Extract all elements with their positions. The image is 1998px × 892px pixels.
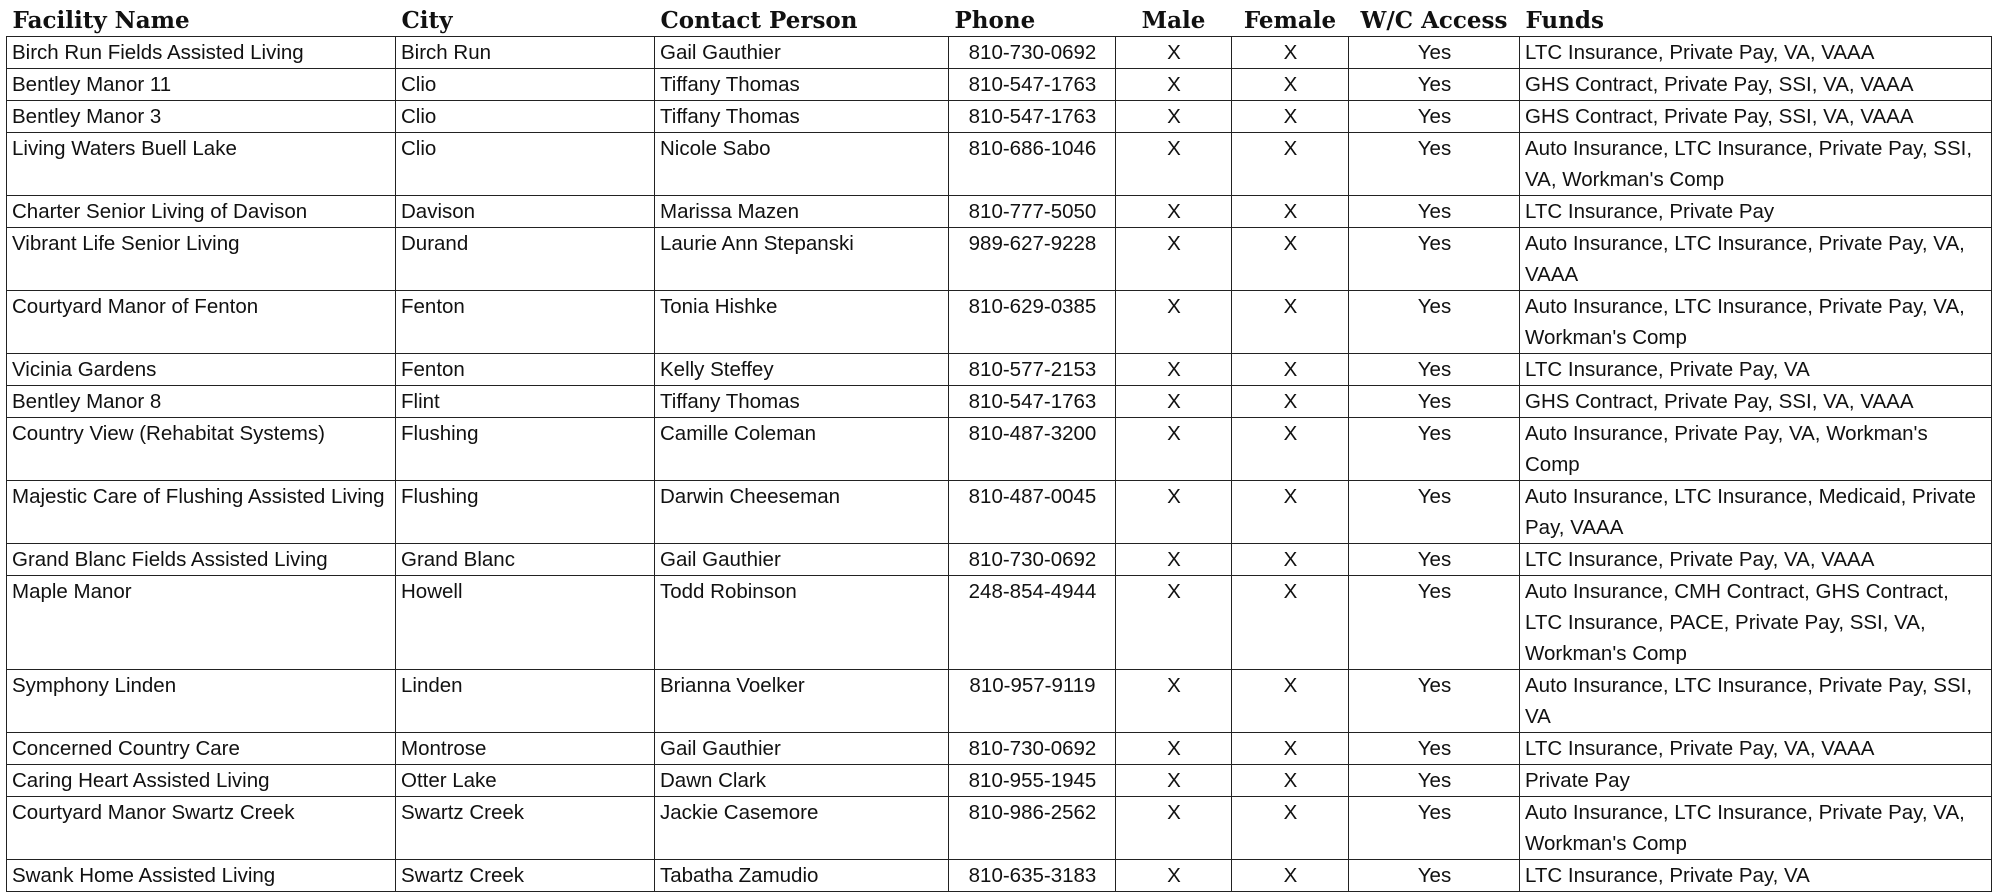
facility-name-cell: Living Waters Buell Lake — [7, 133, 396, 196]
header-male: Male — [1116, 0, 1232, 37]
table-row — [7, 37, 1992, 69]
phone-cell: 248-854-4944 — [949, 576, 1116, 670]
header-phone: Phone — [949, 0, 1116, 37]
city-cell: Flushing — [396, 418, 655, 481]
male-cell: X — [1116, 133, 1232, 196]
female-cell: X — [1232, 101, 1349, 133]
city-cell: Swartz Creek — [396, 797, 655, 860]
funds-cell: LTC Insurance, Private Pay, VA, VAAA — [1520, 544, 1992, 576]
male-cell: X — [1116, 481, 1232, 544]
facility-name-cell: Grand Blanc Fields Assisted Living — [7, 544, 396, 576]
male-cell: X — [1116, 544, 1232, 576]
funds-cell: Auto Insurance, LTC Insurance, Private Pay, VA, Workman's Comp — [1520, 291, 1992, 354]
wc-access-cell: Yes — [1349, 797, 1520, 860]
funds-cell: GHS Contract, Private Pay, SSI, VA, VAAA — [1520, 69, 1992, 101]
female-cell: X — [1232, 133, 1349, 196]
phone-cell: 810-629-0385 — [949, 291, 1116, 354]
contact-person-cell: Brianna Voelker — [655, 670, 949, 733]
female-cell: X — [1232, 228, 1349, 291]
wc-access-cell: Yes — [1349, 354, 1520, 386]
male-cell: X — [1116, 69, 1232, 101]
contact-person-cell: Tabatha Zamudio — [655, 860, 949, 892]
table-row — [7, 101, 1992, 133]
phone-cell: 810-635-3183 — [949, 860, 1116, 892]
city-cell: Fenton — [396, 291, 655, 354]
phone-cell: 810-547-1763 — [949, 69, 1116, 101]
male-cell: X — [1116, 733, 1232, 765]
contact-person-cell: Gail Gauthier — [655, 733, 949, 765]
female-cell: X — [1232, 544, 1349, 576]
female-cell: X — [1232, 291, 1349, 354]
female-cell: X — [1232, 69, 1349, 101]
phone-cell: 810-730-0692 — [949, 733, 1116, 765]
female-cell: X — [1232, 860, 1349, 892]
contact-person-cell: Gail Gauthier — [655, 37, 949, 69]
wc-access-cell: Yes — [1349, 481, 1520, 544]
wc-access-cell: Yes — [1349, 544, 1520, 576]
facility-name-cell: Caring Heart Assisted Living — [7, 765, 396, 797]
facility-name-cell: Swank Home Assisted Living — [7, 860, 396, 892]
phone-cell: 810-547-1763 — [949, 386, 1116, 418]
funds-cell: Auto Insurance, CMH Contract, GHS Contract, LTC Insurance, PACE, Private Pay, SSI, VA, Workman's Comp — [1520, 576, 1992, 670]
phone-cell: 810-686-1046 — [949, 133, 1116, 196]
funds-cell: GHS Contract, Private Pay, SSI, VA, VAAA — [1520, 101, 1992, 133]
male-cell: X — [1116, 797, 1232, 860]
table-row — [7, 69, 1992, 101]
table-row — [7, 386, 1992, 418]
male-cell: X — [1116, 291, 1232, 354]
funds-cell: Auto Insurance, LTC Insurance, Private Pay, SSI, VA — [1520, 670, 1992, 733]
female-cell: X — [1232, 797, 1349, 860]
table-row — [7, 576, 1992, 670]
contact-person-cell: Tiffany Thomas — [655, 386, 949, 418]
wc-access-cell: Yes — [1349, 69, 1520, 101]
table-row — [7, 291, 1992, 354]
phone-cell: 810-730-0692 — [949, 544, 1116, 576]
male-cell: X — [1116, 765, 1232, 797]
male-cell: X — [1116, 418, 1232, 481]
city-cell: Flushing — [396, 481, 655, 544]
funds-cell: LTC Insurance, Private Pay, VA — [1520, 354, 1992, 386]
city-cell: Swartz Creek — [396, 860, 655, 892]
funds-cell: Auto Insurance, LTC Insurance, Private Pay, SSI, VA, Workman's Comp — [1520, 133, 1992, 196]
wc-access-cell: Yes — [1349, 133, 1520, 196]
male-cell: X — [1116, 860, 1232, 892]
funds-cell: LTC Insurance, Private Pay — [1520, 196, 1992, 228]
table-row — [7, 733, 1992, 765]
phone-cell: 810-547-1763 — [949, 101, 1116, 133]
facility-name-cell: Vibrant Life Senior Living — [7, 228, 396, 291]
contact-person-cell: Gail Gauthier — [655, 544, 949, 576]
city-cell: Clio — [396, 69, 655, 101]
funds-cell: LTC Insurance, Private Pay, VA, VAAA — [1520, 37, 1992, 69]
table-row — [7, 860, 1992, 892]
contact-person-cell: Camille Coleman — [655, 418, 949, 481]
wc-access-cell: Yes — [1349, 228, 1520, 291]
table-row — [7, 418, 1992, 481]
facility-name-cell: Country View (Rehabitat Systems) — [7, 418, 396, 481]
table-row — [7, 544, 1992, 576]
facility-name-cell: Majestic Care of Flushing Assisted Living — [7, 481, 396, 544]
contact-person-cell: Darwin Cheeseman — [655, 481, 949, 544]
city-cell: Fenton — [396, 354, 655, 386]
city-cell: Clio — [396, 101, 655, 133]
wc-access-cell: Yes — [1349, 101, 1520, 133]
contact-person-cell: Kelly Steffey — [655, 354, 949, 386]
city-cell: Howell — [396, 576, 655, 670]
contact-person-cell: Marissa Mazen — [655, 196, 949, 228]
city-cell: Flint — [396, 386, 655, 418]
wc-access-cell: Yes — [1349, 860, 1520, 892]
funds-cell: Private Pay — [1520, 765, 1992, 797]
funds-cell: GHS Contract, Private Pay, SSI, VA, VAAA — [1520, 386, 1992, 418]
female-cell: X — [1232, 765, 1349, 797]
phone-cell: 810-957-9119 — [949, 670, 1116, 733]
table-row — [7, 196, 1992, 228]
phone-cell: 810-955-1945 — [949, 765, 1116, 797]
phone-cell: 810-487-0045 — [949, 481, 1116, 544]
contact-person-cell: Laurie Ann Stepanski — [655, 228, 949, 291]
female-cell: X — [1232, 37, 1349, 69]
header-row — [7, 0, 1992, 37]
facility-name-cell: Maple Manor — [7, 576, 396, 670]
wc-access-cell: Yes — [1349, 196, 1520, 228]
header-contact-person: Contact Person — [655, 0, 949, 37]
female-cell: X — [1232, 733, 1349, 765]
city-cell: Linden — [396, 670, 655, 733]
funds-cell: Auto Insurance, LTC Insurance, Medicaid, Private Pay, VAAA — [1520, 481, 1992, 544]
male-cell: X — [1116, 386, 1232, 418]
phone-cell: 810-777-5050 — [949, 196, 1116, 228]
male-cell: X — [1116, 37, 1232, 69]
facility-name-cell: Bentley Manor 8 — [7, 386, 396, 418]
city-cell: Grand Blanc — [396, 544, 655, 576]
male-cell: X — [1116, 354, 1232, 386]
funds-cell: Auto Insurance, LTC Insurance, Private Pay, VA, VAAA — [1520, 228, 1992, 291]
male-cell: X — [1116, 670, 1232, 733]
wc-access-cell: Yes — [1349, 670, 1520, 733]
header-funds: Funds — [1520, 0, 1992, 37]
female-cell: X — [1232, 386, 1349, 418]
city-cell: Clio — [396, 133, 655, 196]
contact-person-cell: Nicole Sabo — [655, 133, 949, 196]
city-cell: Birch Run — [396, 37, 655, 69]
table-row — [7, 481, 1992, 544]
table-row — [7, 354, 1992, 386]
wc-access-cell: Yes — [1349, 765, 1520, 797]
phone-cell: 810-487-3200 — [949, 418, 1116, 481]
funds-cell: LTC Insurance, Private Pay, VA — [1520, 860, 1992, 892]
facility-name-cell: Bentley Manor 11 — [7, 69, 396, 101]
wc-access-cell: Yes — [1349, 733, 1520, 765]
city-cell: Otter Lake — [396, 765, 655, 797]
wc-access-cell: Yes — [1349, 37, 1520, 69]
phone-cell: 810-986-2562 — [949, 797, 1116, 860]
contact-person-cell: Todd Robinson — [655, 576, 949, 670]
facility-name-cell: Bentley Manor 3 — [7, 101, 396, 133]
header-female: Female — [1232, 0, 1349, 37]
contact-person-cell: Tiffany Thomas — [655, 69, 949, 101]
phone-cell: 810-730-0692 — [949, 37, 1116, 69]
wc-access-cell: Yes — [1349, 418, 1520, 481]
male-cell: X — [1116, 576, 1232, 670]
female-cell: X — [1232, 354, 1349, 386]
female-cell: X — [1232, 418, 1349, 481]
table-row — [7, 228, 1992, 291]
contact-person-cell: Dawn Clark — [655, 765, 949, 797]
facility-name-cell: Courtyard Manor Swartz Creek — [7, 797, 396, 860]
table-row — [7, 765, 1992, 797]
funds-cell: Auto Insurance, Private Pay, VA, Workman's Comp — [1520, 418, 1992, 481]
male-cell: X — [1116, 196, 1232, 228]
contact-person-cell: Tiffany Thomas — [655, 101, 949, 133]
funds-cell: Auto Insurance, LTC Insurance, Private Pay, VA, Workman's Comp — [1520, 797, 1992, 860]
header-facility-name: Facility Name — [7, 0, 396, 37]
facility-name-cell: Symphony Linden — [7, 670, 396, 733]
funds-cell: LTC Insurance, Private Pay, VA, VAAA — [1520, 733, 1992, 765]
phone-cell: 989-627-9228 — [949, 228, 1116, 291]
facility-name-cell: Concerned Country Care — [7, 733, 396, 765]
wc-access-cell: Yes — [1349, 386, 1520, 418]
wc-access-cell: Yes — [1349, 291, 1520, 354]
wc-access-cell: Yes — [1349, 576, 1520, 670]
header-city: City — [396, 0, 655, 37]
table-row — [7, 133, 1992, 196]
facility-table — [6, 0, 1992, 892]
contact-person-cell: Tonia Hishke — [655, 291, 949, 354]
table-row — [7, 670, 1992, 733]
facility-name-cell: Charter Senior Living of Davison — [7, 196, 396, 228]
facility-name-cell: Birch Run Fields Assisted Living — [7, 37, 396, 69]
table-row — [7, 797, 1992, 860]
phone-cell: 810-577-2153 — [949, 354, 1116, 386]
female-cell: X — [1232, 481, 1349, 544]
city-cell: Durand — [396, 228, 655, 291]
facility-name-cell: Courtyard Manor of Fenton — [7, 291, 396, 354]
female-cell: X — [1232, 196, 1349, 228]
male-cell: X — [1116, 228, 1232, 291]
city-cell: Montrose — [396, 733, 655, 765]
header-wc-access: W/C Access — [1349, 0, 1520, 37]
female-cell: X — [1232, 670, 1349, 733]
facility-name-cell: Vicinia Gardens — [7, 354, 396, 386]
contact-person-cell: Jackie Casemore — [655, 797, 949, 860]
male-cell: X — [1116, 101, 1232, 133]
city-cell: Davison — [396, 196, 655, 228]
female-cell: X — [1232, 576, 1349, 670]
